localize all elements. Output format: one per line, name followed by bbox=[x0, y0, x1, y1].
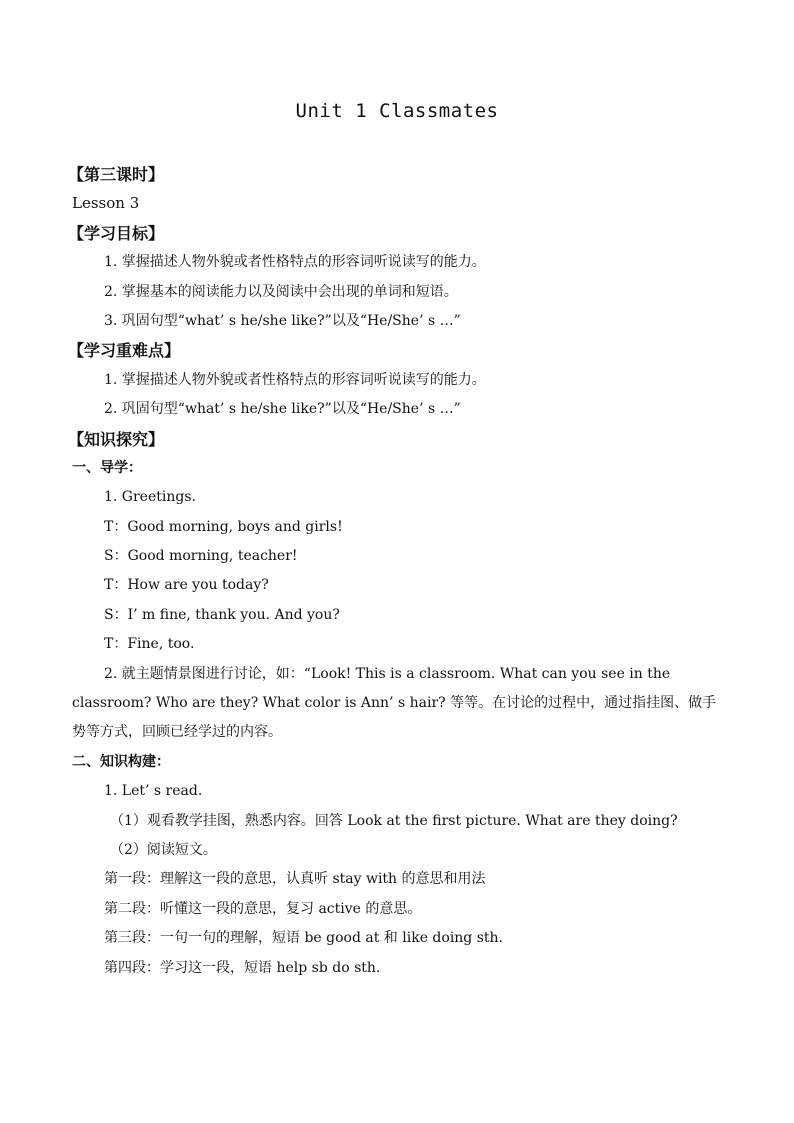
keypoint-item: 2. 巩固句型“what’ s he/she like?”以及“He/She’ s …” bbox=[104, 401, 461, 418]
objective-item: 1. 掌握描述人物外貌或者性格特点的形容词听说读写的能力。 bbox=[104, 254, 486, 271]
keypoint-item: 1. 掌握描述人物外貌或者性格特点的形容词听说读写的能力。 bbox=[104, 371, 486, 388]
objective-item: 3. 巩固句型“what’ s he/she like?”以及“He/She’ s …” bbox=[104, 312, 461, 329]
read-title: 1. Let’ s read. bbox=[104, 783, 203, 800]
dialogue-line: T：Fine, too. bbox=[104, 636, 195, 653]
section1-heading: 一、导学： bbox=[72, 459, 142, 476]
read-step-1: （1）观看教学挂图，熟悉内容。回答 Look at the first picture. What are they doing? bbox=[110, 812, 678, 829]
dialogue-line: T：Good morning, boys and girls! bbox=[104, 518, 343, 535]
paragraph-note: 第一段：理解这一段的意思，认真听 stay with 的意思和用法 bbox=[104, 871, 486, 888]
discussion-paragraph: 2. 就主题情景图进行讨论，如：“Look! This is a classroom. What can you see in the classroom? Who are they? What color is Ann’ s hair? 等等。在讨论的过程中，通过指挂图、做手势等方式，回顾已经学过的内容。 bbox=[72, 665, 717, 741]
dialogue-line: S：Good morning, teacher! bbox=[104, 548, 298, 565]
paragraph-note: 第四段：学习这一段，短语 help sb do sth. bbox=[104, 959, 381, 976]
objective-item: 2. 掌握基本的阅读能力以及阅读中会出现的单词和短语。 bbox=[104, 283, 458, 300]
objectives-heading: 【学习目标】 bbox=[68, 223, 165, 243]
explore-heading: 【知识探究】 bbox=[68, 429, 165, 449]
document-title: Unit 1 Classmates bbox=[295, 100, 499, 122]
paragraph-note: 第二段：听懂这一段的意思，复习 active 的意思。 bbox=[104, 900, 422, 917]
read-step-2: （2）阅读短文。 bbox=[110, 842, 217, 859]
greeting-line: 1. Greetings. bbox=[104, 489, 196, 506]
dialogue-line: T：How are you today? bbox=[104, 577, 269, 594]
dialogue-line: S：I’ m fine, thank you. And you? bbox=[104, 606, 340, 623]
keypoints-heading: 【学习重难点】 bbox=[68, 341, 181, 361]
lesson-label: Lesson 3 bbox=[72, 194, 140, 213]
paragraph-note: 第三段：一句一句的理解，短语 be good at 和 like doing sth. bbox=[104, 930, 503, 947]
section2-heading: 二、知识构建： bbox=[72, 753, 170, 770]
document-body bbox=[68, 160, 722, 983]
period-heading: 【第三课时】 bbox=[68, 165, 165, 184]
